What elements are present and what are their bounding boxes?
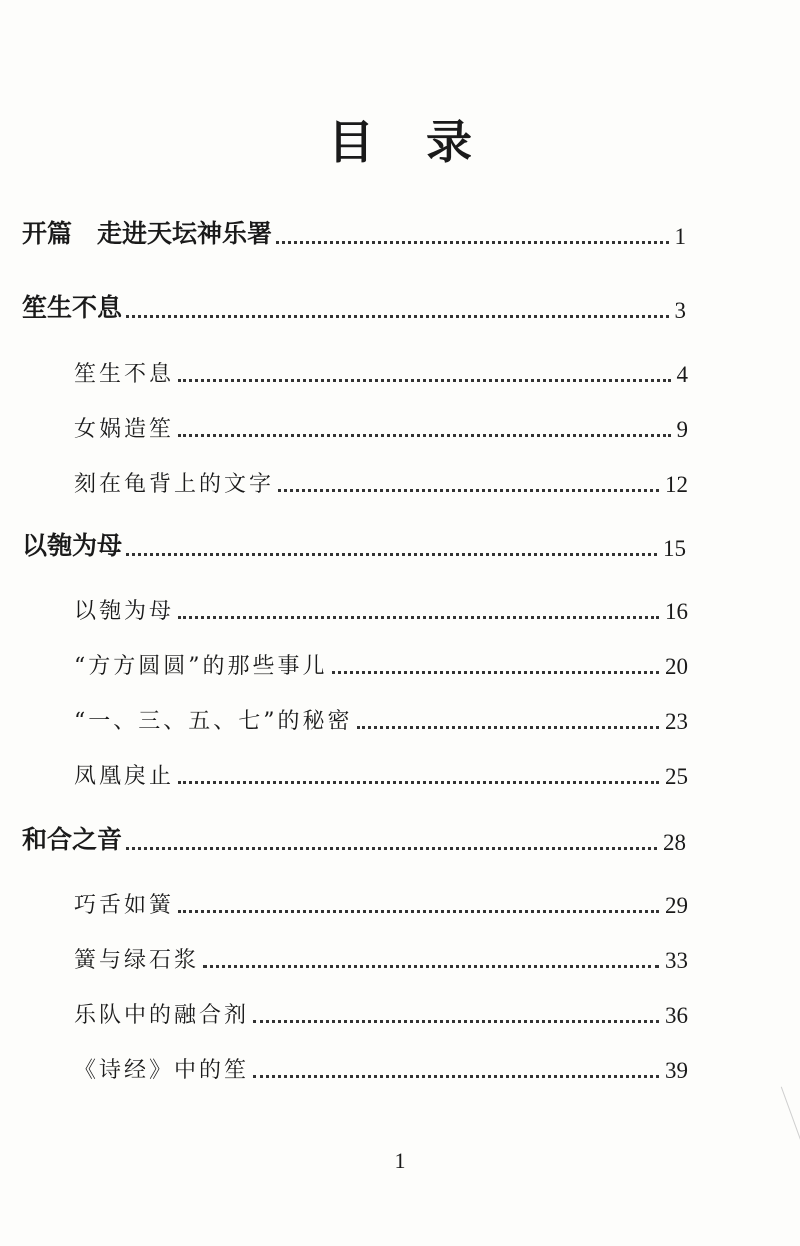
toc-entry-sub[interactable] <box>74 883 688 923</box>
toc-entry-label: 笙生不息 <box>74 362 175 387</box>
dot-leader <box>126 553 657 556</box>
dot-leader <box>203 965 659 968</box>
dot-leader <box>178 434 670 437</box>
toc-entry-sub[interactable] <box>74 993 688 1033</box>
title-char-2: 录 <box>426 115 472 169</box>
toc-entry-page: 16 <box>665 599 688 624</box>
toc-entry-sub[interactable] <box>74 754 688 794</box>
toc-entry-label: 簧与绿石浆 <box>74 948 200 973</box>
dot-leader <box>332 671 660 674</box>
toc-entry-sub[interactable] <box>74 1048 688 1088</box>
toc-entry-label: 笙生不息 <box>22 293 123 322</box>
title-char-1: 目 <box>328 115 374 169</box>
toc-entry-label: 乐队中的融合剂 <box>74 1003 250 1028</box>
toc-entry-section[interactable] <box>22 526 686 566</box>
toc-entry-label: 开篇 走进天坛神乐署 <box>22 219 273 248</box>
toc-entry-label: 女娲造笙 <box>74 417 175 442</box>
dot-leader <box>357 726 660 729</box>
toc-entry-page: 4 <box>676 362 688 387</box>
dot-leader <box>178 379 670 382</box>
dot-leader <box>126 847 657 850</box>
page-number: 1 <box>394 1148 406 1173</box>
toc-entry-label: 凤凰戾止 <box>74 764 175 789</box>
toc-entry-page: 9 <box>676 417 688 442</box>
toc-entry-section[interactable] <box>22 820 686 860</box>
toc-entry-page: 1 <box>674 224 686 249</box>
dot-leader <box>178 781 659 784</box>
toc-entry-page: 29 <box>665 893 688 918</box>
toc-entry-label: 和合之音 <box>22 825 123 854</box>
toc-entry-page: 25 <box>665 764 688 789</box>
dot-leader <box>253 1075 659 1078</box>
toc-entry-page: 3 <box>674 298 686 323</box>
toc-entry-page: 33 <box>665 948 688 973</box>
toc-entry-label: 《诗经》中的笙 <box>74 1058 250 1083</box>
toc-entry-label: “方方圆圆”的那些事儿 <box>74 654 328 679</box>
toc-entry-label: 刻在龟背上的文字 <box>74 472 275 497</box>
toc-entry-sub[interactable] <box>74 644 688 684</box>
toc-entry-page: 15 <box>663 536 686 561</box>
toc-entry-sub[interactable] <box>74 462 688 502</box>
toc-entry-page: 28 <box>663 830 686 855</box>
dot-leader <box>276 241 668 244</box>
toc-entry-sub[interactable] <box>74 938 688 978</box>
toc-entry-page: 39 <box>665 1058 688 1083</box>
toc-entry-label: 以匏为母 <box>74 599 175 624</box>
dot-leader <box>178 910 659 913</box>
toc-entry-sub[interactable] <box>74 589 688 629</box>
toc-entry-section[interactable] <box>22 288 686 328</box>
toc-entry-label: “一、三、五、七”的秘密 <box>74 709 353 734</box>
toc-entry-page: 23 <box>665 709 688 734</box>
toc-entry-page: 36 <box>665 1003 688 1028</box>
toc-entry-page: 12 <box>665 472 688 497</box>
toc-entry-sub[interactable] <box>74 699 688 739</box>
toc-entry-sub[interactable] <box>74 352 688 392</box>
dot-leader <box>278 489 659 492</box>
toc-entry-label: 巧舌如簧 <box>74 893 175 918</box>
dot-leader <box>253 1020 659 1023</box>
toc-entry-sub[interactable] <box>74 407 688 447</box>
toc-entry-label: 以匏为母 <box>22 531 123 560</box>
toc-entry-section[interactable] <box>22 214 686 254</box>
dot-leader <box>126 315 668 318</box>
toc-entry-page: 20 <box>665 654 688 679</box>
dot-leader <box>178 616 659 619</box>
